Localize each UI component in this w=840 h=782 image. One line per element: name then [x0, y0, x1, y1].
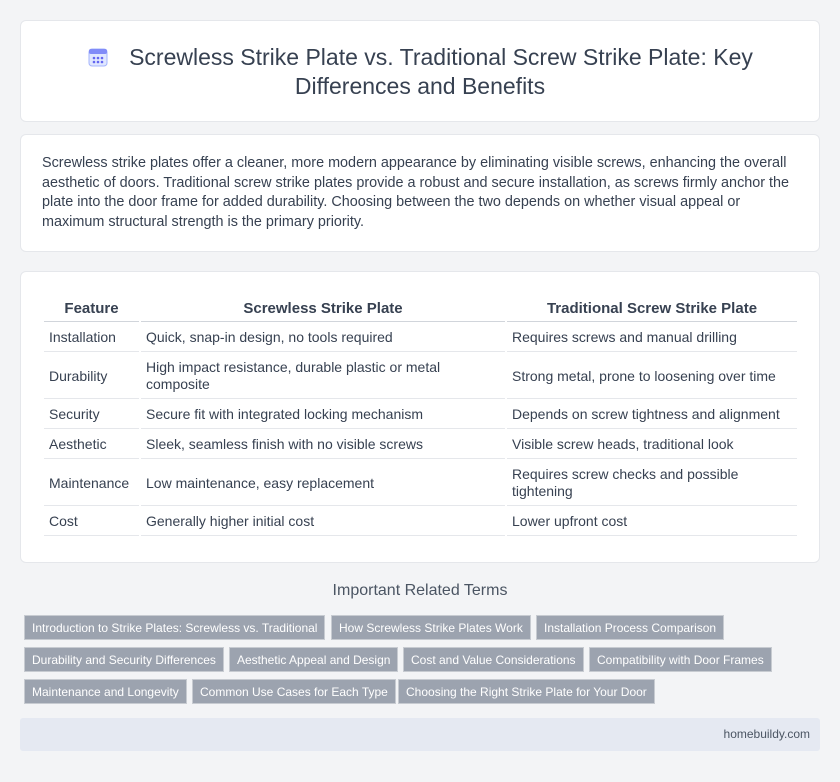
intro-card	[20, 134, 820, 252]
related-term-tag[interactable]: Durability and Security Differences	[24, 647, 224, 672]
related-term-tag[interactable]: Choosing the Right Strike Plate for Your Door	[398, 679, 655, 704]
table-header-row	[44, 295, 797, 322]
cell-feature: Cost	[44, 508, 139, 536]
cell-screwless: Sleek, seamless finish with no visible screws	[141, 431, 505, 459]
cell-traditional: Lower upfront cost	[507, 508, 797, 536]
cell-screwless: Generally higher initial cost	[141, 508, 505, 536]
footer-site-link[interactable]: homebuildy.com	[723, 727, 810, 741]
cell-feature: Aesthetic	[44, 431, 139, 459]
related-term-tag[interactable]: Compatibility with Door Frames	[589, 647, 772, 672]
cell-feature: Durability	[44, 354, 139, 399]
cell-screwless: Quick, snap-in design, no tools required	[141, 324, 505, 352]
cell-feature: Maintenance	[44, 461, 139, 506]
cell-traditional: Requires screw checks and possible tightening	[507, 461, 797, 506]
related-term-tag[interactable]: Introduction to Strike Plates: Screwless vs. Traditional	[24, 615, 325, 640]
cell-traditional: Visible screw heads, traditional look	[507, 431, 797, 459]
cell-traditional: Strong metal, prone to loosening over time	[507, 354, 797, 399]
related-term-tag[interactable]: How Screwless Strike Plates Work	[331, 615, 531, 640]
cell-feature: Installation	[44, 324, 139, 352]
page-title: Screwless Strike Plate vs. Traditional Screw Strike Plate: Key Differences and Benefits	[129, 44, 753, 99]
related-term-tag[interactable]: Common Use Cases for Each Type	[192, 679, 396, 704]
cell-traditional: Requires screws and manual drilling	[507, 324, 797, 352]
table-row	[44, 354, 797, 399]
related-term-tag[interactable]: Cost and Value Considerations	[403, 647, 584, 672]
table-row	[44, 508, 797, 536]
header-screwless: Screwless Strike Plate	[141, 295, 505, 322]
cell-feature: Security	[44, 401, 139, 429]
cell-traditional: Depends on screw tightness and alignment	[507, 401, 797, 429]
header-traditional: Traditional Screw Strike Plate	[507, 295, 797, 322]
cell-screwless: Secure fit with integrated locking mechanism	[141, 401, 505, 429]
table-row	[44, 461, 797, 506]
comparison-card	[20, 271, 820, 563]
related-terms-heading: Important Related Terms	[332, 582, 508, 599]
related-term-tag[interactable]: Aesthetic Appeal and Design	[229, 647, 398, 672]
intro-paragraph: Screwless strike plates offer a cleaner, more modern appearance by eliminating visible screws, enhancing the overall aesthetic of doors. Traditional screw strike plates provide a robust and secure installation, as screws firmly anchor the plate into the door frame for added durability. Choosing between the two depends on whether visual appeal or maximum structural strength is the primary priority.	[42, 155, 790, 231]
comparison-table	[42, 293, 799, 538]
calendar-icon	[87, 46, 109, 68]
page-header	[61, 43, 779, 101]
related-term-tag[interactable]: Maintenance and Longevity	[24, 679, 187, 704]
table-row	[44, 431, 797, 459]
table-row	[44, 401, 797, 429]
related-term-tag[interactable]: Installation Process Comparison	[536, 615, 724, 640]
footer-bar	[20, 718, 820, 751]
title-card	[20, 20, 820, 122]
cell-screwless: High impact resistance, durable plastic or metal composite	[141, 354, 505, 399]
header-feature: Feature	[44, 295, 139, 322]
cell-screwless: Low maintenance, easy replacement	[141, 461, 505, 506]
table-row	[44, 324, 797, 352]
